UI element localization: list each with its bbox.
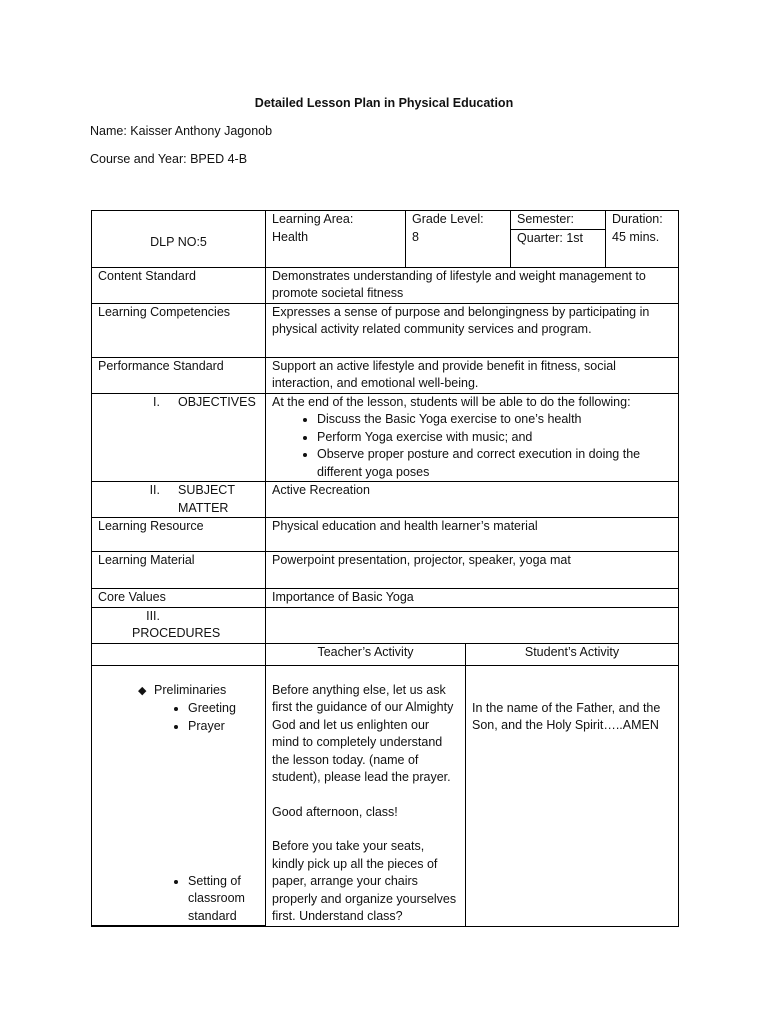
setting-item [188, 873, 265, 926]
teacher-paragraph-3: Before you take your seats, kindly pick up all the pieces of paper, arrange your chairs properly and organize yourselves first. Understand class? [272, 839, 457, 923]
subject-matter-value: Active Recreation [266, 482, 679, 518]
preliminaries-item [92, 682, 265, 701]
duration-cell [606, 211, 679, 268]
learning-competencies-value: Expresses a sense of purpose and belongingness by participating in physical activity related community services and program. [266, 303, 679, 357]
procedures-empty [266, 607, 679, 643]
teacher-activity-header: Teacher’s Activity [266, 643, 466, 665]
core-values-row [92, 589, 679, 608]
course-year: Course and Year: BPED 4-B [90, 152, 248, 166]
preliminaries-block [92, 682, 265, 736]
performance-standard-row [92, 357, 679, 393]
learning-material-value: Powerpoint presentation, projector, speaker, yoga mat [266, 552, 679, 589]
subject-matter-row [92, 482, 679, 518]
duration-label: Duration: [612, 212, 663, 226]
grade-level-label: Grade Level: [412, 212, 484, 226]
activity-header-row [92, 643, 679, 665]
dlp-number: DLP NO:5 [92, 211, 266, 268]
grade-level-value: 8 [412, 229, 419, 244]
grade-level-cell [406, 211, 511, 268]
subject-matter-label-1: SUBJECT [178, 483, 235, 497]
lesson-plan-table [91, 210, 679, 927]
header-row [92, 211, 679, 230]
objectives-label-cell [92, 393, 266, 482]
objective-item: • Perform Yoga exercise with music; and [317, 429, 672, 447]
core-values-value: Importance of Basic Yoga [266, 589, 679, 608]
objectives-content [266, 393, 679, 482]
subject-matter-label-cell [92, 482, 266, 518]
procedures-label: PROCEDURES [132, 626, 221, 640]
duration-value: 45 mins. [612, 229, 660, 244]
objective-item: • Observe proper posture and correct execution in doing the different yoga poses [317, 446, 672, 481]
learning-resource-row [92, 518, 679, 552]
setting-line-1: • Setting of [188, 873, 241, 888]
preliminaries-label: Preliminaries [154, 682, 227, 697]
learning-area-cell [266, 211, 406, 268]
student-activity-header: Student’s Activity [466, 643, 679, 665]
content-standard-row [92, 267, 679, 303]
content-standard-value: Demonstrates understanding of lifestyle and weight management to promote societal fitness [266, 267, 679, 303]
learning-material-label: Learning Material [92, 552, 266, 589]
objective-item: • Discuss the Basic Yoga exercise to one’s health [317, 411, 672, 429]
diamond-bullet-icon: ◆ [138, 684, 147, 697]
learning-competencies-row [92, 303, 679, 357]
greeting-item: • Greeting [188, 700, 265, 718]
objectives-label: OBJECTIVES [178, 394, 256, 409]
activity-left-cell [92, 665, 266, 926]
performance-standard-value: Support an active lifestyle and provide benefit in fitness, social interaction, and emotional well-being. [266, 357, 679, 393]
teacher-paragraph-2: Good afternoon, class! [272, 804, 398, 819]
teacher-paragraph-1: Before anything else, let us ask first the guidance of our Almighty God and let us enlighten our mind to completely understand the lesson today. (name of student), please lead the prayer. [272, 682, 454, 784]
learning-resource-value: Physical education and health learner’s material [266, 518, 679, 552]
learning-competencies-label: Learning Competencies [92, 303, 266, 357]
performance-standard-label: Performance Standard [92, 357, 266, 393]
activity-content-row [92, 665, 679, 926]
core-values-label: Core Values [92, 589, 266, 608]
learning-area-label: Learning Area: [272, 212, 354, 226]
learning-area-value: Health [272, 229, 309, 244]
learning-resource-label: Learning Resource [92, 518, 266, 552]
subject-matter-label-2: MATTER [178, 500, 229, 515]
procedures-label-cell [92, 607, 266, 643]
setting-sublist [92, 873, 265, 926]
content-standard-label: Content Standard [92, 267, 266, 303]
prayer-item: • Prayer [188, 718, 265, 736]
student-activity-cell [466, 665, 679, 926]
subject-matter-numeral: II. [149, 483, 160, 497]
document-title: Detailed Lesson Plan in Physical Education [254, 96, 514, 110]
objectives-numeral: I. [153, 394, 160, 409]
teacher-activity-cell [266, 665, 466, 926]
objectives-list [272, 411, 672, 481]
procedures-row [92, 607, 679, 643]
student-paragraph-1: In the name of the Father, and the Son, and the Holy Spirit…..AMEN [472, 700, 661, 732]
objectives-intro: At the end of the lesson, students will be able to do the following: [272, 394, 631, 409]
learning-material-row [92, 552, 679, 589]
activity-header-blank [92, 643, 266, 665]
semester-cell: Semester: [511, 211, 606, 230]
quarter-cell: Quarter: 1st [511, 229, 606, 267]
left-cell-divider [92, 925, 265, 926]
setting-line-2: classroom [188, 891, 245, 905]
preliminaries-sublist [92, 700, 265, 735]
procedures-numeral: III. [146, 608, 160, 623]
setting-block [92, 873, 265, 926]
objectives-row [92, 393, 679, 482]
setting-line-3: standard [188, 908, 237, 923]
student-name: Name: Kaisser Anthony Jagonob [90, 124, 273, 138]
